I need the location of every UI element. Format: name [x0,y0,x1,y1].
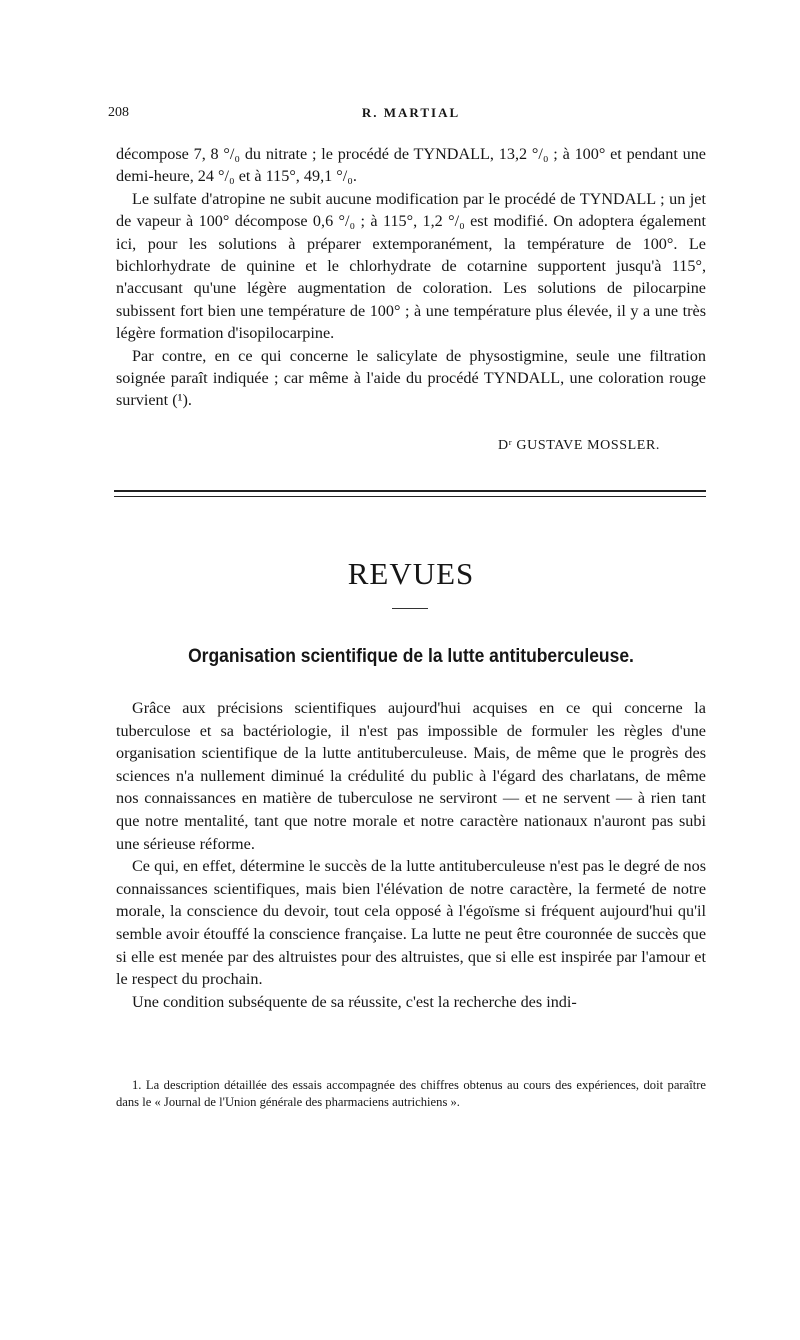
paragraph: Grâce aux précisions scientifiques aujourd'hui acquises en ce qui concerne la tuberculose et sa bactériologie, il n'est pas impossible de formuler les règles d'une organisation scientifique de la lutte antituberculeuse. Mais, de même que le progrès des sciences n'a nullement diminué la crédulité du public à l'égard des charlatans, de même nos connaissances en matière de tuberculose ne serviront — et ne servent — à rien tant que notre mentalité, tant que notre morale et notre caractère nationaux n'auront pas subi une sérieuse réforme. [116,699,706,853]
paragraph: Par contre, en ce qui concerne le salicylate de physostigmine, seule une filtration soignée paraît indiquée ; car même à l'aide du procédé TYNDALL, une coloration rouge survient (¹). [116,346,706,410]
paragraph: Le sulfate d'atropine ne subit aucune modification par le procédé de TYNDALL ; un jet de vapeur à 100° décompose 0,6 °/₀ ; à 115°, 1,2 °/₀ est modifié. On adoptera également ici, pour les solutions à préparer extemporanément, la température de 100°. Le bichlorhydrate de quinine et le chlorhydrate de cotarnine supportent jusqu'à 115°, n'accusant qu'une légère augmentation de coloration. Les solutions de pilocarpine subissent fort bien une température de 100° ; à une température plus élevée, il y a une très légère formation d'isopilocarpine. [116,189,706,343]
page-number: 208 [108,105,129,120]
continued-article-text [116,143,706,412]
page-header [108,105,706,125]
paragraph: décompose 7, 8 °/₀ du nitrate ; le procédé de TYNDALL, 13,2 °/₀ ; à 100° et pendant une demi-heure, 24 °/₀ et à 115°, 49,1 °/₀. [116,145,706,186]
section-title: REVUES [347,556,475,591]
article-body [116,697,706,1013]
paragraph: Une condition subséquente de sa réussite, c'est la recherche des indi- [132,992,577,1011]
article-title: Organisation scientifique de la lutte antituberculeuse. [188,646,634,667]
footnote-text: 1. La description détaillée des essais accompagnée des chiffres obtenus au cours des expériences, doit paraître dans le « Journal de l'Union générale des pharmaciens autrichiens ». [116,1078,706,1109]
title-underline [392,608,428,609]
paragraph: Ce qui, en effet, détermine le succès de la lutte antituberculeuse n'est pas le degré de nos connaissances scientifiques, mais bien l'élévation de notre caractère, la fermeté de notre morale, la conscience du devoir, tout cela opposé à l'égoïsme si fréquent aujourd'hui qu'il semble avoir étouffé la conscience française. La lutte ne peut être couronnée de succès que si elle est menée par des altruistes pour des altruistes, que si elle est inspirée par l'amour et le respect du prochain. [116,857,706,989]
section-divider [114,490,706,497]
footnote [116,1077,706,1111]
author-signature: Dʳ GUSTAVE MOSSLER. [497,438,660,453]
running-head: R. MARTIAL [361,105,461,120]
